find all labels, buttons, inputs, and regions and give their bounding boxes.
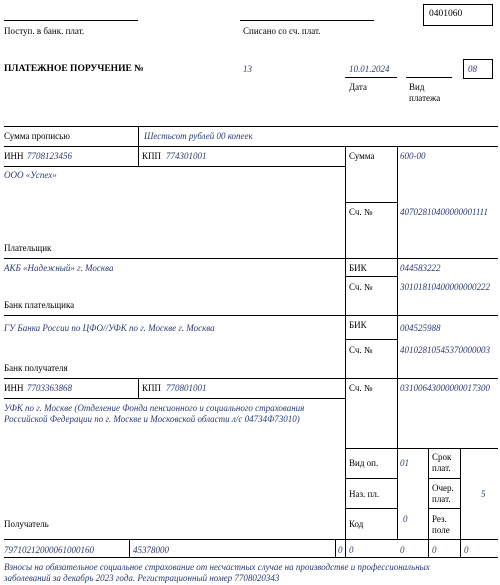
form-code: 0401060: [429, 9, 463, 19]
row-line: [4, 378, 498, 379]
payer-kpp: 774301001: [166, 151, 207, 161]
purpose-code-label: Наз. пл.: [349, 489, 380, 499]
payer-bank-account-label: Сч. №: [349, 282, 373, 292]
tax-field-4: 0: [432, 545, 437, 555]
tax-field-5: 0: [464, 545, 469, 555]
payer-name: ООО «Успех»: [4, 170, 57, 180]
code-label: Код: [349, 519, 364, 529]
debited-line: [240, 20, 374, 21]
debited-label: Списано со сч. плат.: [243, 26, 321, 36]
recipient-bank-account-label: Сч. №: [349, 345, 373, 355]
payer-inn: 7708123456: [27, 151, 72, 161]
payer-bank-label: Банк плательщика: [4, 300, 75, 310]
col-line: [138, 146, 139, 166]
recipient-account: 03100643000000017300: [400, 383, 490, 393]
purpose-line2: заболеваний за декабрь 2023 года. Регистрационный номер 7708020343: [4, 573, 280, 583]
recipient-inn-label: ИНН: [4, 383, 24, 393]
col-line: [138, 378, 139, 398]
col-line: [460, 539, 461, 557]
order-label-2: плат.: [432, 494, 451, 504]
row-line: [4, 398, 345, 399]
recipient-label: Получатель: [4, 519, 49, 529]
col-line: [129, 539, 130, 557]
recipient-bank-label: Банк получателя: [4, 363, 68, 373]
payer-account-label: Сч. №: [349, 207, 373, 217]
kbk: 79710212000061000160: [4, 545, 94, 555]
purpose-line1: Взносы на обязательное социальное страхование от несчастных случае на производстве и профессиональных: [4, 562, 430, 572]
status-code: 08: [468, 64, 477, 74]
row-line: [345, 478, 397, 479]
order-number: 13: [243, 64, 252, 74]
row-line: [428, 508, 460, 509]
order-label-1: Очер.: [432, 483, 454, 493]
recipient-bank-bik-label: БИК: [349, 320, 367, 330]
payer-label: Плательщик: [4, 243, 52, 253]
row-line: [4, 126, 498, 127]
col-line: [397, 146, 398, 539]
row-line: [345, 339, 397, 340]
amount-words-label: Сумма прописью: [4, 131, 71, 141]
recipient-account-label: Сч. №: [349, 383, 373, 393]
reserve-label-1: Рез.: [432, 514, 447, 524]
received-label: Поступ. в банк. плат.: [4, 26, 85, 36]
amount-words-value: Шестьсот рублей 00 копеек: [144, 131, 253, 141]
row-line: [345, 448, 498, 449]
row-line: [4, 557, 498, 558]
amount-value: 600-00: [400, 151, 426, 161]
col-line: [428, 539, 429, 557]
row-line: [4, 539, 498, 540]
order-date: 10.01.2024: [349, 64, 390, 74]
payer-inn-label: ИНН: [4, 151, 24, 161]
recipient-bank-bik: 004525988: [400, 323, 441, 333]
row-line: [4, 146, 498, 147]
form-title: ПЛАТЕЖНОЕ ПОРУЧЕНИЕ №: [4, 64, 144, 74]
payer-bank-account: 30101810400000000222: [400, 282, 490, 292]
term-label-1: Срок: [432, 452, 452, 462]
tax-field-3: 0: [400, 545, 405, 555]
payer-bank-bik-label: БИК: [349, 263, 367, 273]
code-value: 0: [403, 514, 408, 524]
recipient-inn: 7703363868: [27, 383, 72, 393]
row-line: [4, 166, 345, 167]
reserve-label-2: поле: [432, 525, 450, 535]
date-label: Дата: [349, 82, 367, 92]
payment-type-line: [406, 77, 452, 78]
row-line: [345, 508, 397, 509]
received-line: [4, 20, 138, 21]
term-label-2: плат.: [432, 463, 451, 473]
payer-kpp-label: КПП: [142, 151, 162, 161]
recipient-bank-account: 40102810545370000003: [400, 345, 490, 355]
col-line: [345, 539, 346, 557]
row-line: [345, 276, 397, 277]
row-line: [428, 478, 460, 479]
row-line: [4, 315, 498, 316]
row-line: [345, 202, 397, 203]
oktmo: 45378000: [133, 545, 169, 555]
recipient-name-line1: УФК по г. Москве (Отделение Фонда пенсионного и социального страхования: [4, 403, 305, 413]
col-line: [460, 448, 461, 539]
payer-account: 40702810400000001111: [400, 207, 488, 217]
payment-type-text: Вид платежа: [409, 82, 441, 103]
row-line: [4, 258, 498, 259]
tax-field-2: 0: [349, 545, 354, 555]
order-value: 5: [481, 489, 486, 499]
col-line: [428, 448, 429, 539]
recipient-name-line2: Российской Федерации по г. Москве и Московской области л/с 04734Ф73010): [4, 414, 300, 424]
recipient-bank-name: ГУ Банка России по ЦФО//УФК по г. Москве г. Москва: [4, 323, 215, 333]
recipient-kpp-label: КПП: [142, 383, 162, 393]
op-type: 01: [400, 458, 409, 468]
col-line: [345, 146, 346, 539]
tax-field-1: 0: [338, 545, 343, 555]
amount-label: Сумма: [349, 151, 375, 161]
recipient-kpp: 770801001: [166, 383, 207, 393]
payment-type-label: [409, 82, 449, 104]
date-line: [345, 77, 397, 78]
payer-bank-bik: 044583222: [400, 263, 441, 273]
op-type-label: Вид оп.: [349, 458, 379, 468]
col-line: [138, 126, 139, 146]
payer-bank-name: АКБ «Надежный» г. Москва: [4, 263, 114, 273]
col-line: [335, 539, 336, 557]
